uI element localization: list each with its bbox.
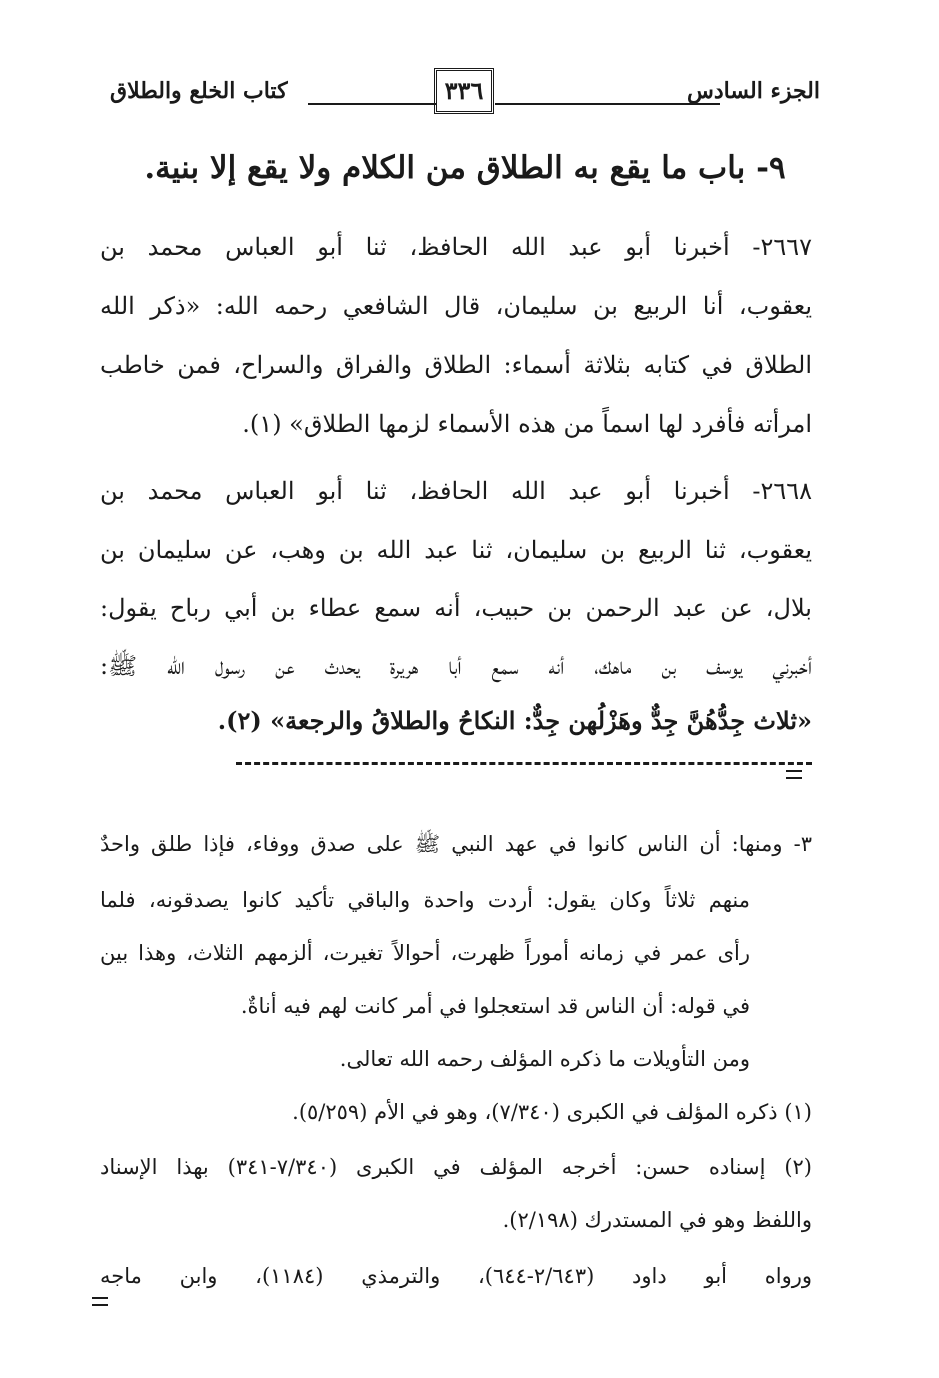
running-header: [100, 64, 820, 124]
footnote-2: (٢) إسناده حسن: أخرجه المؤلف في الكبرى (٧/٣٤٠-٣٤١) بهذا الإسناد: [100, 1155, 812, 1179]
commentary-line: ٣- ومنها: أن الناس كانوا في عهد النبي ﷺ على صدق ووفاء، فإذا طلق واحدٌ: [100, 832, 812, 856]
text-line: بلال، عن عبد الرحمن بن حبيب، أنه سمع عطاء بن أبي رباح يقول:: [100, 594, 812, 622]
footnote-2-cont: واللفظ وهو في المستدرك (٢/١٩٨).: [502, 1208, 812, 1232]
section-separator: [236, 762, 812, 765]
hadith-quote: «ثلاث جِدُّهُنَّ جِدٌّ وهَزْلُهن جِدٌّ: النكاحُ والطلاقُ والرجعة» (٢).: [217, 706, 812, 735]
text-line: ٢٦٦٨- أخبرنا أبو عبد الله الحافظ، ثنا أبو العباس محمد بن: [100, 477, 812, 505]
footnote-2-cont: ورواه أبو داود (٢/٦٤٣-٦٤٤)، والترمذي (١١٨٤)، وابن ماجه: [100, 1264, 812, 1288]
continuation-mark: [92, 1297, 108, 1306]
part-label: الجزء السادس: [687, 78, 820, 104]
text-line: أخبرني يوسف بن ماهك، أنه سمع أبا هريرة يحدث عن رسول الله ﷺ:: [100, 652, 812, 680]
commentary-line: منهم ثلاثاً وكان يقول: أردت واحدة والباقي تأكيد كانوا يصدقونه، فلما: [100, 888, 750, 912]
text-line: الطلاق في كتابه بثلاثة أسماء: الطلاق والفراق والسراح، فمن خاطب: [100, 351, 812, 379]
header-rule: [495, 103, 720, 105]
text-line: امرأته فأفرد لها اسماً من هذه الأسماء لزمها الطلاق» (١).: [242, 410, 812, 438]
text-line: يعقوب، أنا الربيع بن سليمان، قال الشافعي رحمه الله: «ذكر الله: [100, 292, 812, 320]
commentary-line: في قوله: أن الناس قد استعجلوا في أمر كانت لهم فيه أناةٌ.: [240, 994, 750, 1018]
text-line: ٢٦٦٧- أخبرنا أبو عبد الله الحافظ، ثنا أبو العباس محمد بن: [100, 233, 812, 261]
commentary-line: رأى عمر في زمانه أموراً ظهرت، أحوالاً تغيرت، ألزمهم الثلاث، وهذا بين: [100, 941, 750, 965]
text-line: يعقوب، ثنا الربيع بن سليمان، ثنا عبد الله بن وهب، عن سليمان بن: [100, 536, 812, 564]
header-rule: [308, 103, 436, 105]
chapter-heading: ٩- باب ما يقع به الطلاق من الكلام ولا يقع إلا بنية.: [144, 150, 786, 186]
continuation-mark: [786, 770, 802, 779]
commentary-line: ومن التأويلات ما ذكره المؤلف رحمه الله تعالى.: [339, 1047, 750, 1071]
page-number: ٣٣٦: [434, 68, 494, 114]
footnote-1: (١) ذكره المؤلف في الكبرى (٧/٣٤٠)، وهو في الأم (٥/٢٥٩).: [292, 1100, 812, 1124]
book-title: كتاب الخلع والطلاق: [110, 78, 288, 104]
